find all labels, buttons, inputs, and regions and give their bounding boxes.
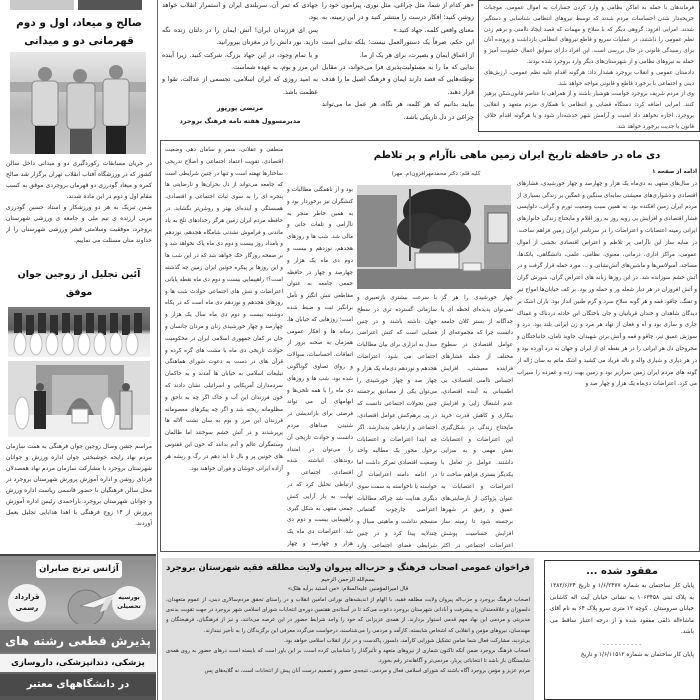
ad-headline: پذیرش قطعی رشته های bbox=[0, 630, 156, 652]
wedding-headline-line1: آئین تجلیل از زوجین جوان موفق bbox=[17, 269, 141, 298]
main-article-col-3 bbox=[287, 185, 353, 549]
editorial-col-b bbox=[322, 0, 474, 132]
editorial-b-line-2: این حکم، صرفاً یک دستورالعمل نیست؛ بلکه ندایی است از اعماق ایمان و بصیرت، برای هر یک از ما. bbox=[322, 39, 474, 59]
wedding-group-photo bbox=[8, 307, 150, 357]
university-admission-ad[interactable] bbox=[0, 554, 156, 700]
athletes-figures bbox=[10, 52, 146, 154]
announcement-paragraph-1: اصحاب فرهنگ بروجرد و حزب‌اله پیروان ولایت مطلقه فقیه، با الهام از اندیشه‌های نورانی امامین انقلاب و در راستای تحقق مردم‌سالاری دینی، از عموم متعهدان، دلسوزان و علاقه‌مندان به پیشرفت و آبادانی شهرستان بروجرد دعوت می‌کند تا در آستانه‌ی هفتمین دوره‌ی انتخابات شورای اسلامی شهر بروجرد در جهت تقویت بدنه‌ی مدیریتی و مردمی این نهاد مهم قدمی استوار بردارند. از همه‌ی عزیزانی که خود را واجد شرایط حضور در این عرصه می‌دانند، و نیز از فرهنگیان، فرهیختگان و مهندسان، نیروهای مؤمن و انقلابی که اشخاص شایسته، کارآمد و مردمی را می‌شناسند، درخواست می‌گردد معرفی این برگزیدگان را به تأخیر نیندازند. bbox=[166, 597, 530, 634]
athletes-paragraph-2: ضمن تبریک به هر دو ورزشکار و استاد حسین گودرزی مربی ارزنده ی تیم ملی و جامعه ی ورزشی شهرستان بروجرد، موفقیت وسلامتی قشر ورزشی شهرستان را از خداوند منان مسئلت می نماییم. bbox=[6, 204, 152, 244]
main-article-byline: کلیه قلم: دکتر محمدمهرافزون(م. مهر) bbox=[391, 171, 481, 177]
wedding-couple-figures bbox=[8, 361, 150, 437]
athletes-body bbox=[6, 158, 152, 262]
athletes-headline-line1: صالح و میعاد، اول و دوم bbox=[16, 17, 142, 29]
athletes-photo bbox=[10, 52, 146, 154]
ad-agency-label: آژانس ترنج صابران bbox=[36, 560, 122, 578]
editorial-b-line-3: ندایی که ما را به مسئولیت‌پذیری فرا می‌خواند، در مقابل توطئه‌هایی که قصد دارند ایمان و فرهنگ اصیل ما را هدف قرار دهند. bbox=[322, 64, 474, 96]
editorial-signature-title: مدیرمسوول هفته نامه فرهنگ بروجرد bbox=[179, 116, 301, 125]
editorial-a-line-4: به امید روزی که ایران اسلامی، تجسمی از عدالت، تقوا و عظمت باشد. bbox=[162, 76, 318, 96]
main-col-2-text: چهار خورشیدی را هر گز نمی‌توان پدیده‌ای لحظه ای یا جداگانه از بستر کلان جامعه دانست چرا که مجموعه‌ای از عوامل اقتصادی در سطوح مختلف از جمله فشارهای فزاینده معیشتی، افزایش احساس ناامنی اقتصادی، بی اطمینانی به آینده اقتصادی، عدم اشتغال زایی و افزایش بیکاری و کاهش قدرت خرید مایحتاج زندگی در شکل‌گیری این اعتراضات و اعتصابات نقش مهمی و به سزایی داشتند. عوامل در تعامل با یکدیگر بستری فراهم ساخت تا اعتراضات و اعتصابات به عنوان پژواکی از نارضایتی‌های عمیق و رفیق در شهرها برجسته شود تا زمینه ساز افزایش حساسیت پوشش اعتراضات اجتماعی در اکثر bbox=[441, 295, 513, 549]
announcement-body bbox=[166, 595, 530, 699]
ad-footer: در دانشگاههای معتبر bbox=[0, 674, 156, 696]
main-col-5-text: منطقی و عقلانی، سمر و سامان دهی وضعیت اقتصادی، تقویت اعتماد اجتماعی و اصلاح تدریجی ساختارها نهفته است و تنها در چنین شرایطی است که جامعه می‌تواند از دل بحران‌ها و نارضایتی ها پنجره ای را به سوی ثبات اجتماعی و اقتصادی، همبستگی و آینده‌ای بهتر و روشن‌تر بگشاید. در حافظه مردم ایران زمین هرگز رخدادهای تلخ به یاد ماندنی و فراموش نشدنی شامگاه هجدهم، نوزدهم و بامداد روز بیست و دوم دی ماه پاک نخواهد شد و بر صفحه روزگار حک خواهد شد که در این شب ها و این روزها بر پیکره خونین ایران زمین چه گذشته است؟! راهپیمایی بیست و دوم دی ماه نقطه پایانی اعتراضات و تنش های اجتماعی حوادث شب ها و روزهای هجدهم و نوزدهم دی ماه است که در یکاه دوشنبه بیست و دوم دی ماه سال یک هزار و چهارصد و چهار خورشیدی زنان و مردان جانسان و جان بر کفان جمهوری اسلامی ایران در محکومیت حوادث تاریخی دی ماه با مشت های گره کرده و قرآن های در دست به دعوت شورای هماهنگی تبلیغات اسلامی به خیابان ها آمدند و به حاکمان سردمداران آمریکایی و اسرائیلی نشان دادند که خون فرزندان این آب و خاک اگر چه به ناحق و مظلومانه ریخته شد و اگر چه پیکرهای معصومانه فرزندان این مرز و بوم به سان نشت آلاله ها پرپرشدند و در آتش خشم سوختند اما ظالمان وستمگران عالم و آدم بدانند که خون این ققنوس های خونین پر و بال تا ابد دهم در رگ و ریشه هر آزاده ایرانی جوشان و فوران خواهند بود. bbox=[165, 147, 283, 472]
editorial-signature-name: مرتضی پورپور bbox=[216, 104, 264, 113]
main-article-col-1 bbox=[517, 167, 697, 549]
main-col-1-text: در سال‌های منتهی به دی‌ماه یک هزار و چهارصد و چهار خورشیدی، فشارهای اقتصادی و دشواری‌های معیشتی سایه‌ای سنگین و غمگین بر زندگی بسیاری از مردم ایران زمین افکنده بود. به همین سبب وضعیت تورم و گرانی، دلواپسی فشار اقتصادی و افزایش بی رویه روز به روز اقلام و مایحتاج زندگی خانوارهای ایرانی زمینه اعتصابات و اعتراضات را در سرتاسر ایران زمین فراهم ساخت. در سایه ساز این ناآرامی پر تلاطم و اعتراض اقتصادی بخشی از اموال عمومی، مراکز اداری، درمانی، معنوی، نظامی، علمی، دانشگاهی، بانک‌ها، مساجد، آمبولانس‌ها و ماشین‌های آتش‌نشانی و ... مورد حمله قرار گرفت و در آتش خشم سوزانده شد. در این روزها زبانه های اعتراض گران، شورش گران و آتش افروزان در هر دیار شعله ور و حمله ور بود. بر کف خیابان‌ها امواج تیر و تفنگ، چاقو، قمه و هر گونه سلاح سرد و گرم طنین انداز بود. باران اشک بر دیدگان شاهدان و خندان قربانیان و جان باختگان این حادثه دردناک و غمناک جاری و ساری بود و آه و فغان از نهاد هر مرد و زن ایرانی بلند بود. درد و سوزش عمیق تیر، چاقو و قمه و آتش برتن شهیدان، جاوید نامان، جانباختگان و مجروحان دل هر ایرانی را در هر نقطه ای از ایران و جهان به درد آورده بود و در هر دیاری و شیاری واله و ناله فریاد می کشید و اشک ماتم به سان ژاله از گونه های مردم ایران زمین سرازیر بود و زمین بهت زده و غمزده را سیراب می کرد. اعتراضات دی‌ماه یک هزار و چهار صد و bbox=[517, 180, 697, 388]
announcement-basmala: بسم‌الله الرحمن الرحیم bbox=[321, 577, 375, 583]
announcement-paragraph-2: بی‌تردید، مشارکت فعال شما ضامن تشکیل شورایی کارآمد، دلسوز، پاکدست و در تراز انقلاب اسلامی خواهد بود. bbox=[283, 637, 530, 644]
fire-smoke-illustration bbox=[357, 185, 511, 289]
news-box-col-c bbox=[478, 0, 700, 132]
lost-notice-divider: - - - - - - - - - - bbox=[602, 640, 642, 648]
left-column bbox=[0, 0, 158, 700]
top-photo-strip-dark bbox=[78, 0, 142, 10]
lost-notice-item-1: پایان کار ساختمان به شماره ۱/۶/۲۴۷۷ و تاریخ ۱۳۸۲/۶/۲۴ به پلاک ثبتی ۱۰۶۳۴۵۸ به نشانی خیابان آیت اله کاشانی خیابان سروستان . کوچه ۱۲ متری سرو پلاک ۶۴ به نام آقای ماشاءاله ذلقی مفقود شده و از درجه اعتبار ساقط می باشد. bbox=[550, 583, 695, 636]
main-article-col-4 bbox=[357, 293, 437, 549]
ad-fields: پزشکی، دندانپزشکی، داروسازی bbox=[0, 654, 156, 672]
wedding-paragraph: مراسم جشن وصال زوجین جوان فرهنگی به همت سازمان مردم نهاد رایحه خوشبختی جوان اداره ورزش و جوانان شهرستان بروجرد با مشارکت سازمان مردم نهاد همصدلان فردای روشن و اداره آموزش پرورش شهرستان بروجرد در محل سالن فرهنگیان با حضور قاسمی ریاست اداره ورزش و جوانان شهرستان بروجرد باراحمدی رئیس اداره آموزش پرورش از ۱۴ زوج فرهنگی با اهدا هدایایی تجلیل بعمل آوردند. bbox=[6, 443, 152, 527]
editorial-b-line-1: «هر کدام از شما، مثل چراغی، مثل نوری، پیرامون خود را روشن کنید؛ افکار درست را منتشر کنید و در این زمینه، به معنای واقعی کلمه، جهاد کنید.» bbox=[322, 2, 474, 34]
athletes-headline bbox=[4, 14, 154, 50]
editorial-col-a bbox=[162, 0, 318, 132]
editorial-a-line-1: جهادی که ثمر آن، سربلندی ایران و استمرار انقلاب خواهد بود. bbox=[162, 2, 318, 22]
editorial-a-line-3: و با تمام وجود، در این جهاد بزرگ، شرکت کنید. زیرا آینده این مرز و بوم، به عهده شماست. bbox=[162, 51, 318, 72]
main-article-col-2 bbox=[441, 293, 513, 549]
editorial-b-line-4: بیایید بدانیم که هر کلمه، هر نگاه، هر عمل ما می‌تواند چراغی در دل تاریکی باشد. bbox=[322, 101, 474, 121]
ad-badge-scholarship: بورسیه تحصیلی bbox=[112, 586, 146, 620]
announcement-title: فراخوان عمومی اصحاب فرهنگ و حزب‌اله پیروان ولایت مطلقه فقیه شهرستان بروجرد bbox=[166, 563, 530, 573]
top-photo-strip bbox=[10, 0, 74, 10]
ad-badge-contract: قرارداد رسمی bbox=[8, 584, 46, 622]
lost-notice-item-2: پایان کار ساختمان به شماره ۱/۶/۱۱۵۱۲ و تاریخ bbox=[580, 651, 694, 658]
wedding-body bbox=[6, 441, 152, 551]
athletes-headline-line2: قهرمانی دو و میدانی bbox=[24, 35, 134, 47]
wedding-headline bbox=[4, 266, 154, 304]
athletes-paragraph-1: در جریان مسابقات رکوردگیری دو و میدانی داخل سالن کشور که در ورزشگاه آفتاب انقلاب تهران برگزار شد صالح کمره و میعاد گودرزی دو قهرمان بروجردی موفق به کسب مقام اول و دوم در این ماده شدند. bbox=[6, 160, 152, 200]
announcement-quote: قال امیرالمؤمنین علیه‌السلام: «من استبد برأیه هلک» bbox=[287, 586, 409, 592]
news-c-line-3: وی از مردم شریف بروجرد خواست هوشیار باشند و از همراهی با عناصر قانون‌شکن پرهیز کنند. امرایی اضافه کرد: دستگاه قضایی و انتظامی با همکاری مردم متعهد و انقلابی بروجرد، اجازه نخواهد داد امنیت و آرامش شهر خدشه‌دار شود و با هرگونه اقدام خلاف قانون با جدیت برخورد خواهد شد. bbox=[484, 91, 694, 130]
announcement-paragraph-3: اصحاب فرهنگ بروجرد ضمن آنکه تاکنون شماری از نیروهای متعهد و تأثیرگذار را شناسایی کرده است، بر این باور است که بایسته است درهای حضور به روی همه‌ی شایستگان باز باشد تا انتخاباتی پربار، مردمی‌تر و آگاهانه‌تر رقم بخورد. bbox=[166, 648, 530, 665]
main-article-col-5 bbox=[165, 145, 283, 549]
wedding-headline-line2 bbox=[4, 302, 154, 304]
main-article bbox=[160, 140, 700, 552]
news-c-line-2: دادستان عمومی و انقلاب بروجرد هشدار داد: هرگونه اقدام علیه نظم عمومی، ارزش‌های دینی و اجتماعی با برخورد قاطع و قانونی مواجه خواهد شد. bbox=[484, 69, 694, 87]
main-col-4-text: با سرعت بیشتری بازتعبیری و سازمانی گسترده تری در سطح جهان داشته باشند و در چنین فضایی است که کنش اعتراضی مبدل به ابزاری برای بیان مطالبات اجتماعی می شود. اعتراضات هجدهم و نوزدهم دی‌ماه یک هزار و چهار صد و چهار خورشیدی را می‌توان یکی از مصادیق برجسته چنین تحولات اجتماعی دانست که در پی برهم‌کنش عوامل اقتصادی، اجتماعی و ارتباطی پدیدارشد. اگر چه ابتدا اعتراضات و اعتصابات برحول محور یک مطالبه واحد وضعیت اقتصادی تمرکز داشت اما در ادامه دامنه اعتراضات آن خواسته یا ناخواسته به سمت سوی دیگری هدایت شد چراکه مطالبات اعتراضی چارچوب گفتمانی منسجم نداشت و ماهیتی سیال و چندلایه پیدا کرد و در چنین شرایطی فضای اجتماعی وارد bbox=[357, 295, 437, 549]
lost-notice bbox=[544, 560, 700, 700]
lost-notice-title: مفقود شده ... bbox=[586, 566, 658, 577]
main-col-3-text: بود و از ناهمگنی مطالبات و کنشگران نیز برخوردار بود و به همین خاطر منجر به ناآرامی و تلفات جانی و مالی شد. شب ها و روزهای هجدهم، نوزدهم و بیست و دوم دی ماه یک هزار و چهارصد و چهار در حافظه جمعی جامعه به عنوان مقاطعی تنش انگیز و تأمل برانگیز ثبت و ضبط شده است؛ روزهایی که خیابان ها، رسانه ها و افکار عمومی همزمان به صحنه بروز از اتفاقات، احساسات، سوالات و روای تصاوی گوناگونی شده بود. شب ها و روزهای دی ماه را با همه تلخی‌ها و ابهامهای آن می تواند فرصتی برای بازاندیشی در شنیدن صداهای مردم دانست و حوادث تاریخی آن را می‌توان در امتداد روندهای انباشته شده اقتصادی، اجتماعی و ارتباطی تحلیل کرد که در نهایت به باز آرایی کنش جمعی منتهی به شکل گیری راهپیمایی بیست و دوم دی شد. اعتراضات دی ماه یک هزار و چهارصد و چهار bbox=[287, 187, 353, 547]
main-article-headline: دی ماه در حافظه تاریخ ایران زمین ماهی ناآرام و پر تلاطم bbox=[373, 150, 661, 161]
editorial-a-line-2: پس ای فرزندان ایران! آتش ایمان را در دلتان زنده نگه دارید. نور دانش را در مغزتان بپرورانید. bbox=[162, 26, 318, 47]
fire-smoke-photo bbox=[357, 185, 511, 289]
public-call-announcement bbox=[162, 558, 534, 700]
announcement-paragraph-4: مردم عزیز و مؤمن بروجرد آگاه باشند که شورای اسلامی فعال و مردمی، نتیجه‌ی حضور و تصمیم درست آنان پیش از انتخابات است، نه گلایه‌های پس bbox=[204, 668, 530, 675]
wedding-group-figures bbox=[8, 307, 150, 357]
wedding-couple-photo bbox=[8, 361, 150, 437]
continued-from-page-1: ادامه از صفحه ۱ bbox=[652, 169, 697, 175]
news-c-line-1: فرماندهان با حمله به اماکن نظامی و وارد کردن خسارات به اموال عمومی، موجبات جریحه‌دار شدن احساسات مردم شدند که توسط نیروهای انتظامی شناسایی و دستگیر شدند. امرایی افزود: گروهی دیگر که با سلاح و مهمات که قصد ایجاد ناامنی و برهم زدن نظم عمومی را داشتند، در عملیات سریع و قاطع نیروهای انتظامی بازداشت و پرونده آنان برای رسیدگی قانونی در حال بررسی است. این افراد دارای سوابق اعمال خشونت آمیز و حمله به نیروهای نظامی و از شهرستان‌های دیگر وارد بروجرد شده بودند. bbox=[484, 5, 694, 65]
